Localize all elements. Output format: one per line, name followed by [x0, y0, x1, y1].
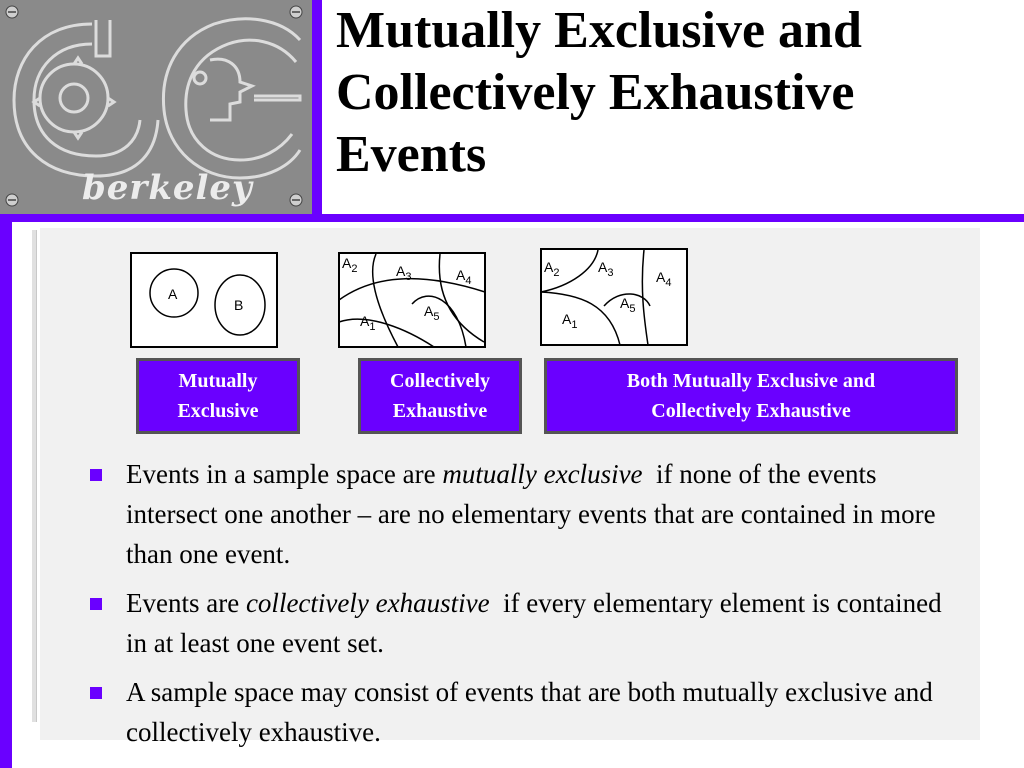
- a3-label: $A_3$: [396, 263, 412, 283]
- left-accent-bar: [0, 214, 12, 768]
- label-collectively-exhaustive: [358, 358, 522, 434]
- bullet-text: if every elementary element is contained in at least one event set.: [126, 588, 949, 658]
- a4-label: $A_4$: [656, 269, 672, 289]
- berkeley-logo: [0, 0, 312, 214]
- slide-title: Mutually Exclusive and Collectively Exhaustive Events: [336, 2, 862, 183]
- event-b-label: B: [234, 297, 244, 313]
- label-line: Exhaustive: [392, 400, 488, 422]
- bullet-item: [84, 583, 964, 663]
- logo-divider: [312, 0, 322, 222]
- a2-label: $A_2$: [342, 255, 358, 275]
- bullet-marker: [90, 687, 102, 699]
- bullet-item: [84, 672, 964, 752]
- label-line: Collectively: [390, 370, 490, 392]
- a4-label: $A_4$: [456, 267, 472, 287]
- bullet-text: if none of the events intersect one another – are no elementary events that are contained in more than one event.: [126, 459, 943, 569]
- bullet-emphasis: collectively exhaustive: [245, 588, 490, 618]
- a1-label: $A_1$: [360, 313, 376, 333]
- diagram-mutually-exclusive: [130, 252, 278, 348]
- bullet-text: Events in a sample space are: [126, 459, 443, 489]
- a2-label: $A_2$: [544, 259, 560, 279]
- header-rule: [0, 214, 1024, 222]
- label-line: Mutually: [178, 370, 258, 392]
- bullet-list: [84, 454, 964, 761]
- label-line: Both Mutually Exclusive and: [626, 370, 876, 392]
- a5-label: $A_5$: [620, 295, 636, 315]
- label-both: [544, 358, 958, 434]
- label-line: Collectively Exhaustive: [651, 400, 851, 422]
- bullet-emphasis: mutually exclusive: [442, 459, 643, 489]
- bullet-marker: [90, 469, 102, 481]
- bullet-marker: [90, 598, 102, 610]
- content-divider: [32, 230, 37, 722]
- bullet-item: [84, 454, 964, 574]
- bullet-text: Events are: [126, 588, 246, 618]
- a3-label: $A_3$: [598, 259, 614, 279]
- event-a-label: A: [168, 286, 178, 302]
- a5-label: $A_5$: [424, 303, 440, 323]
- label-line: Exclusive: [177, 400, 259, 422]
- diagram-collectively-exhaustive: [338, 252, 486, 348]
- logo-wordmark: berkeley: [82, 168, 253, 208]
- diagram-both: [540, 248, 688, 346]
- label-mutually-exclusive: [136, 358, 300, 434]
- bullet-text: A sample space may consist of events that are both mutually exclusive and collectively exhaustive.: [126, 677, 933, 747]
- a1-label: $A_1$: [562, 311, 578, 331]
